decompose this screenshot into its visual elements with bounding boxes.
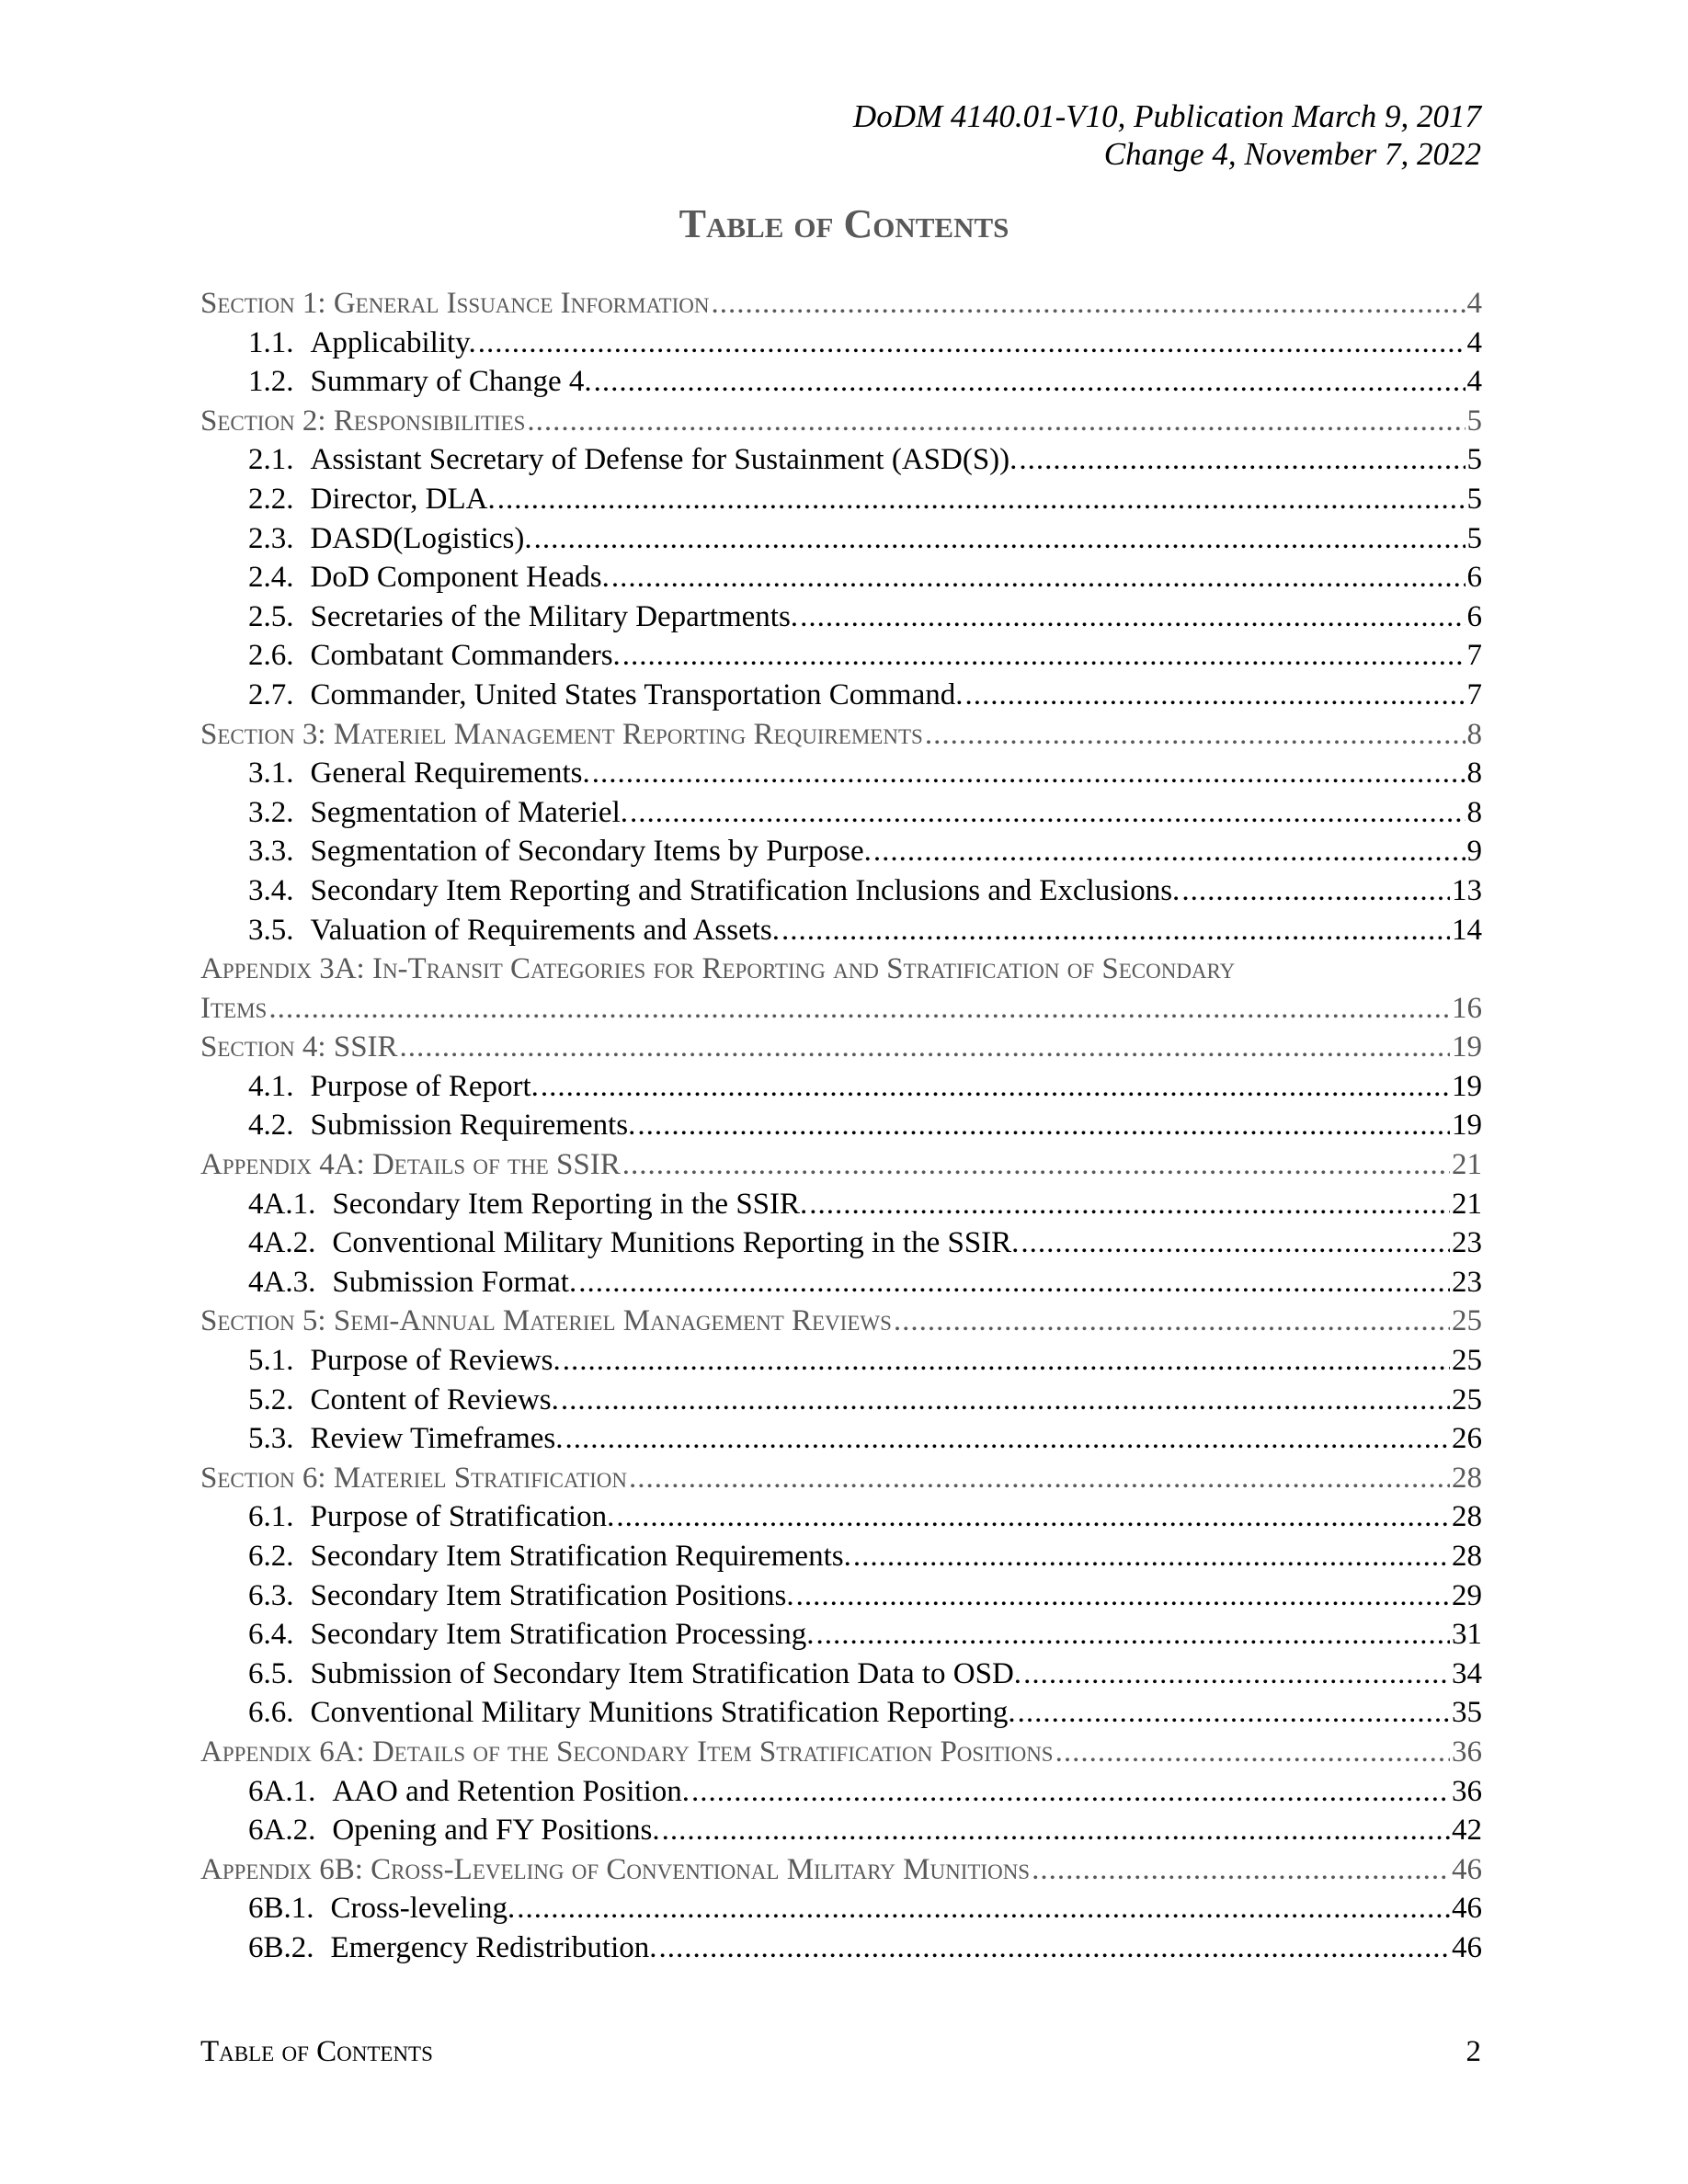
toc-item-label-group [248, 597, 798, 637]
toc-item-label: Summary of Change 4. [310, 365, 592, 399]
toc-item-label: General Requirements. [310, 756, 590, 791]
toc-item-label: Secondary Item Reporting and Stratification Inclusions and Exclusions. [310, 873, 1180, 907]
dot-leader [637, 1106, 1450, 1145]
toc-item-number: 1.1. [248, 325, 294, 359]
toc-page-number: 19 [1452, 1069, 1482, 1103]
toc-item-entry[interactable] [200, 1772, 1482, 1812]
toc-item-number: 3.4. [248, 873, 294, 907]
toc-item-entry[interactable] [200, 793, 1482, 833]
toc-item-number: 6.6. [248, 1696, 294, 1730]
toc-page-number: 8 [1466, 756, 1482, 791]
toc-item-number: 6.4. [248, 1618, 294, 1652]
dot-leader [781, 911, 1450, 950]
toc-item-number: 3.3. [248, 835, 294, 869]
dot-leader [622, 1145, 1450, 1185]
dot-leader [517, 1889, 1450, 1928]
dot-leader [1021, 1223, 1450, 1263]
toc-item-number: 5.2. [248, 1382, 294, 1416]
toc-item-label: Conventional Military Munitions Stratification Reporting. [310, 1696, 1016, 1730]
toc-item-number: 4A.3. [248, 1265, 316, 1299]
toc-page-number: 4 [1466, 325, 1482, 359]
toc-section-label: Section 5: Semi-Annual Materiel Management Reviews [200, 1304, 892, 1338]
toc-page-number: 13 [1452, 873, 1482, 907]
toc-item-entry[interactable] [200, 1576, 1482, 1616]
dot-leader [630, 793, 1466, 833]
dot-leader [594, 362, 1466, 402]
toc-section-entry[interactable] [200, 1302, 1482, 1341]
dot-leader [565, 1419, 1450, 1459]
dot-leader [1055, 1733, 1450, 1772]
dot-leader [894, 1302, 1450, 1341]
toc-item-entry[interactable] [200, 1067, 1482, 1107]
toc-item-label-group [248, 911, 780, 950]
toc-page-number: 23 [1452, 1226, 1482, 1260]
toc-item-entry[interactable] [200, 597, 1482, 637]
toc-section-line[interactable] [200, 950, 1482, 989]
toc-page-number: 26 [1452, 1422, 1482, 1456]
dot-leader [809, 1185, 1450, 1224]
toc-item-label: Assistant Secretary of Defense for Sustainment (ASD(S)). [310, 443, 1018, 477]
dot-leader [268, 989, 1450, 1029]
toc-item-label-group [248, 324, 476, 363]
toc-item-label-group [248, 871, 1180, 911]
toc-page-number: 7 [1466, 639, 1482, 673]
toc-page-number: 36 [1452, 1774, 1482, 1808]
toc-item-number: 3.2. [248, 795, 294, 829]
toc-section-entry[interactable] [200, 1733, 1482, 1772]
toc-page-number: 14 [1452, 913, 1482, 947]
toc-item-entry[interactable] [200, 1655, 1482, 1694]
toc-page-number: 31 [1452, 1618, 1482, 1652]
document-header [853, 97, 1481, 173]
toc-item-label: Conventional Military Munitions Reporting in the SSIR. [332, 1226, 1020, 1260]
toc-item-number: 5.1. [248, 1344, 294, 1378]
toc-item-label-group [248, 1576, 794, 1616]
toc-page-number: 5 [1466, 482, 1482, 516]
dot-leader [611, 558, 1466, 597]
toc-section-entry[interactable] [200, 1145, 1482, 1185]
toc-item-number: 2.5. [248, 599, 294, 633]
dot-leader [561, 1381, 1450, 1420]
dot-leader [1023, 1655, 1450, 1694]
footer-page-number: 2 [1466, 2035, 1481, 2068]
dot-leader [662, 1811, 1450, 1850]
toc-page-number: 36 [1452, 1735, 1482, 1769]
toc-item-label-group [248, 1615, 815, 1655]
toc-item-label: Combatant Commanders. [310, 639, 621, 673]
toc-section-entry[interactable] [200, 1459, 1482, 1498]
toc-item-label: Purpose of Reviews. [310, 1344, 561, 1378]
toc-item-number: 2.1. [248, 443, 294, 477]
toc-item-number: 2.2. [248, 482, 294, 516]
toc-page-number: 9 [1466, 835, 1482, 869]
toc-page-number: 5 [1466, 521, 1482, 555]
toc-item-label-group [248, 1889, 515, 1928]
dot-leader [527, 402, 1465, 441]
toc-section-label: Appendix 4A: Details of the SSIR [200, 1148, 621, 1182]
toc-page-number: 25 [1452, 1344, 1482, 1378]
toc-page-number: 8 [1466, 795, 1482, 829]
toc-item-entry[interactable] [200, 1263, 1482, 1302]
toc-item-number: 6A.1. [248, 1774, 316, 1808]
toc-item-entry[interactable] [200, 1889, 1482, 1928]
toc-item-label-group [248, 1223, 1019, 1263]
toc-item-entry[interactable] [200, 1537, 1482, 1576]
toc-page-number: 28 [1452, 1500, 1482, 1534]
toc-item-label: Applicability. [310, 325, 476, 359]
toc-section-label: Appendix 3A: In-Transit Categories for Reporting and Stratification of Secondary [200, 952, 1236, 986]
toc-item-label-group [248, 1381, 559, 1420]
toc-section-entry[interactable] [200, 989, 1482, 1029]
toc-item-entry[interactable] [200, 1381, 1482, 1420]
toc-page-number: 28 [1452, 1540, 1482, 1573]
toc-item-entry[interactable] [200, 362, 1482, 402]
table-of-contents [200, 284, 1482, 1968]
toc-item-label-group [248, 1693, 1016, 1733]
dot-leader [541, 1067, 1450, 1107]
toc-item-number: 4.2. [248, 1109, 294, 1143]
dot-leader [534, 519, 1466, 559]
dot-leader [578, 1263, 1450, 1302]
toc-page-number: 29 [1452, 1578, 1482, 1612]
toc-item-number: 2.3. [248, 521, 294, 555]
toc-section-label: Appendix 6B: Cross-Leveling of Conventional Military Munitions [200, 1852, 1031, 1886]
toc-item-entry[interactable] [200, 1106, 1482, 1145]
dot-leader [563, 1341, 1450, 1381]
dot-leader [1032, 1850, 1450, 1890]
dot-leader [659, 1928, 1450, 1968]
toc-section-entry[interactable] [200, 715, 1482, 755]
toc-item-label-group [248, 1106, 635, 1145]
toc-item-label-group [248, 1772, 690, 1812]
toc-item-label: Secondary Item Reporting in the SSIR. [332, 1187, 808, 1221]
dot-leader [592, 754, 1466, 793]
toc-item-label-group [248, 1537, 851, 1576]
toc-item-entry[interactable] [200, 1223, 1482, 1263]
page-title-text: Table of Contents [679, 201, 1009, 246]
toc-item-label-group [248, 1811, 660, 1850]
toc-section-label: Section 2: Responsibilities [200, 404, 526, 438]
toc-item-entry[interactable] [200, 832, 1482, 871]
dot-leader [478, 324, 1466, 363]
toc-item-label-group [248, 754, 590, 793]
toc-page-number: 28 [1452, 1461, 1482, 1495]
toc-page-number: 35 [1452, 1696, 1482, 1730]
toc-section-entry[interactable] [200, 284, 1482, 324]
toc-item-label: AAO and Retention Position. [332, 1774, 690, 1808]
toc-page-number: 4 [1466, 287, 1482, 320]
toc-item-entry[interactable] [200, 1185, 1482, 1224]
toc-item-label: Valuation of Requirements and Assets. [310, 913, 781, 947]
toc-page-number: 6 [1466, 599, 1482, 633]
toc-item-label: DoD Component Heads. [310, 561, 610, 595]
toc-page-number: 21 [1452, 1187, 1482, 1221]
dot-leader [616, 1497, 1450, 1537]
toc-item-number: 4A.1. [248, 1187, 316, 1221]
dot-leader [816, 1615, 1450, 1655]
toc-item-label-group [248, 1263, 576, 1302]
toc-page-number: 34 [1452, 1656, 1482, 1690]
toc-item-label: Opening and FY Positions. [332, 1814, 660, 1848]
toc-page-number: 8 [1466, 717, 1482, 751]
footer-label: Table of Contents [200, 2035, 433, 2068]
toc-section-label: Appendix 6A: Details of the Secondary Item Stratification Positions [200, 1735, 1054, 1769]
toc-item-entry[interactable] [200, 636, 1482, 676]
toc-page-number: 25 [1452, 1304, 1482, 1338]
toc-page-number: 46 [1452, 1930, 1482, 1964]
toc-page-number: 46 [1452, 1892, 1482, 1926]
toc-item-label: Purpose of Stratification. [310, 1500, 615, 1534]
toc-section-label: Section 1: General Issuance Information [200, 287, 710, 320]
header-line-1: DoDM 4140.01-V10, Publication March 9, 2017 [852, 98, 1481, 134]
toc-page-number: 7 [1466, 677, 1482, 711]
toc-item-label: Commander, United States Transportation Command. [310, 677, 964, 711]
toc-item-entry[interactable] [200, 871, 1482, 911]
header-line-2: Change 4, November 7, 2022 [1103, 136, 1481, 172]
page-footer [200, 2035, 1481, 2069]
dot-leader [711, 284, 1465, 324]
toc-item-label: Emergency Redistribution. [330, 1930, 657, 1964]
toc-item-number: 2.6. [248, 639, 294, 673]
toc-item-number: 5.3. [248, 1422, 294, 1456]
toc-item-number: 6.1. [248, 1500, 294, 1534]
toc-section-label: Section 4: SSIR [200, 1030, 398, 1064]
page-title [0, 200, 1688, 247]
toc-item-label-group [248, 558, 610, 597]
dot-leader [497, 480, 1466, 519]
toc-item-number: 1.2. [248, 365, 294, 399]
toc-page-number: 25 [1452, 1382, 1482, 1416]
toc-page-number: 42 [1452, 1814, 1482, 1848]
toc-item-label-group [248, 362, 592, 402]
toc-item-label-group [248, 1655, 1021, 1694]
toc-page-number: 5 [1466, 443, 1482, 477]
toc-item-label: Segmentation of Materiel. [310, 795, 628, 829]
toc-item-number: 4.1. [248, 1069, 294, 1103]
toc-item-entry[interactable] [200, 1693, 1482, 1733]
toc-item-label: Submission Requirements. [310, 1109, 636, 1143]
dot-leader [796, 1576, 1450, 1616]
toc-page-number: 6 [1466, 561, 1482, 595]
toc-item-label-group [248, 1928, 657, 1968]
toc-item-entry[interactable] [200, 480, 1482, 519]
dot-leader [873, 832, 1466, 871]
dot-leader [400, 1028, 1450, 1067]
toc-item-number: 2.4. [248, 561, 294, 595]
toc-item-number: 6.3. [248, 1578, 294, 1612]
toc-item-entry[interactable] [200, 324, 1482, 363]
toc-item-label-group [248, 1185, 807, 1224]
dot-leader [925, 715, 1466, 755]
toc-item-entry[interactable] [200, 676, 1482, 715]
toc-page-number: 19 [1452, 1109, 1482, 1143]
toc-item-entry[interactable] [200, 440, 1482, 480]
dot-leader [629, 1459, 1450, 1498]
toc-item-label: DASD(Logistics). [310, 521, 532, 555]
toc-item-label-group [248, 1067, 539, 1107]
toc-item-number: 3.1. [248, 756, 294, 791]
toc-section-entry[interactable] [200, 402, 1482, 441]
toc-item-entry[interactable] [200, 1419, 1482, 1459]
toc-item-entry[interactable] [200, 1341, 1482, 1381]
toc-item-label: Review Timeframes. [310, 1422, 564, 1456]
toc-item-label-group [248, 440, 1017, 480]
toc-item-label: Secretaries of the Military Departments. [310, 599, 799, 633]
toc-item-label-group [248, 832, 872, 871]
toc-page-number: 16 [1452, 991, 1482, 1025]
toc-item-label-group [248, 480, 496, 519]
toc-section-entry[interactable] [200, 1028, 1482, 1067]
toc-page-number: 23 [1452, 1265, 1482, 1299]
toc-item-entry[interactable] [200, 1928, 1482, 1968]
toc-item-entry[interactable] [200, 519, 1482, 559]
toc-item-label-group [248, 676, 963, 715]
toc-page-number: 5 [1466, 404, 1482, 438]
toc-item-number: 4A.2. [248, 1226, 316, 1260]
toc-item-label: Submission Format. [332, 1265, 577, 1299]
toc-item-entry[interactable] [200, 558, 1482, 597]
toc-item-label-group [248, 636, 621, 676]
dot-leader [1018, 1693, 1450, 1733]
toc-item-label: Secondary Item Stratification Requirements. [310, 1540, 851, 1573]
dot-leader [964, 676, 1465, 715]
toc-section-label: Section 6: Materiel Stratification [200, 1461, 627, 1495]
toc-item-number: 6A.2. [248, 1814, 316, 1848]
dot-leader [853, 1537, 1450, 1576]
toc-item-label: Secondary Item Stratification Positions. [310, 1578, 794, 1612]
dot-leader [800, 597, 1465, 637]
toc-page-number: 19 [1452, 1030, 1482, 1064]
toc-item-label: Purpose of Report. [310, 1069, 539, 1103]
toc-item-number: 6.5. [248, 1656, 294, 1690]
toc-item-entry[interactable] [200, 1811, 1482, 1850]
toc-item-label: Secondary Item Stratification Processing. [310, 1618, 815, 1652]
toc-item-label: Director, DLA. [310, 482, 496, 516]
toc-item-entry[interactable] [200, 1497, 1482, 1537]
dot-leader [622, 636, 1466, 676]
toc-item-entry[interactable] [200, 911, 1482, 950]
toc-section-label: Section 3: Materiel Management Reporting Requirements [200, 717, 923, 751]
toc-page-number: 46 [1452, 1852, 1482, 1886]
toc-item-number: 3.5. [248, 913, 294, 947]
toc-item-label-group [248, 519, 532, 559]
toc-item-number: 6.2. [248, 1540, 294, 1573]
dot-leader [1019, 440, 1465, 480]
toc-item-number: 6B.2. [248, 1930, 314, 1964]
toc-item-label: Segmentation of Secondary Items by Purpose. [310, 835, 872, 869]
toc-page-number: 21 [1452, 1148, 1482, 1182]
toc-section-label: Items [200, 991, 268, 1025]
toc-section-entry[interactable] [200, 1850, 1482, 1890]
toc-item-number: 2.7. [248, 677, 294, 711]
dot-leader [1181, 871, 1450, 911]
toc-item-number: 6B.1. [248, 1892, 314, 1926]
toc-item-label-group [248, 1341, 561, 1381]
toc-item-entry[interactable] [200, 1615, 1482, 1655]
toc-item-entry[interactable] [200, 754, 1482, 793]
toc-item-label: Cross-leveling. [330, 1892, 516, 1926]
dot-leader [691, 1772, 1450, 1812]
toc-item-label-group [248, 793, 628, 833]
toc-item-label-group [248, 1419, 563, 1459]
toc-page-number: 4 [1466, 365, 1482, 399]
toc-item-label: Submission of Secondary Item Stratification Data to OSD. [310, 1656, 1022, 1690]
toc-item-label-group [248, 1497, 614, 1537]
toc-item-label: Content of Reviews. [310, 1382, 559, 1416]
